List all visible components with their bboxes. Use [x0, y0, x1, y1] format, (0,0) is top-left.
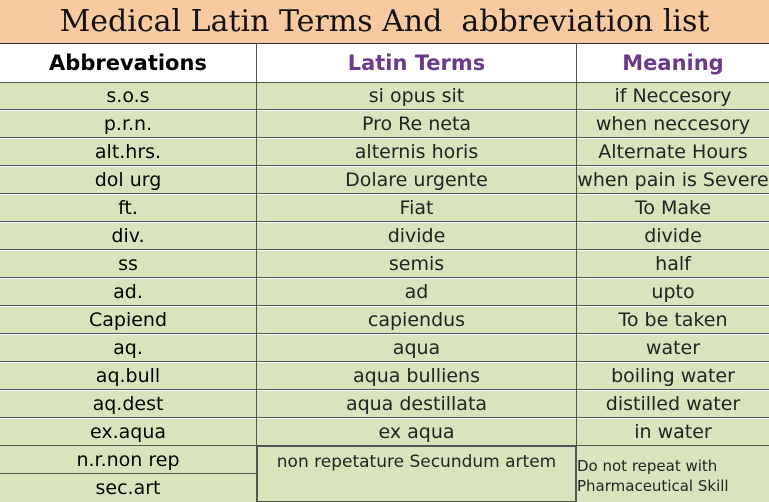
abbr-cell: s.o.s: [0, 83, 256, 110]
latin-cell: semis: [257, 251, 576, 278]
latin-cell: aqua destillata: [257, 391, 576, 418]
abbr-cell: alt.hrs.: [0, 139, 256, 166]
abbr-cell: aq.: [0, 335, 256, 362]
latin-cell: aqua: [257, 335, 576, 362]
meaning-cell: divide: [577, 223, 769, 250]
latin-cell: ex aqua: [257, 419, 576, 446]
column-divider: [256, 44, 257, 502]
abbr-cell: ft.: [0, 195, 256, 222]
latin-cell: divide: [257, 223, 576, 250]
latin-cell: ad: [257, 279, 576, 306]
meaning-cell: if Neccesory: [577, 83, 769, 110]
header-meaning: Meaning: [577, 44, 769, 83]
latin-cell: Fiat: [257, 195, 576, 222]
latin-cell: capiendus: [257, 307, 576, 334]
abbr-cell: ss: [0, 251, 256, 278]
meaning-cell: when pain is Severe: [577, 167, 769, 194]
meaning-cell: upto: [577, 279, 769, 306]
meaning-line: Do not repeat with: [577, 456, 718, 475]
meaning-cell: Alternate Hours: [577, 139, 769, 166]
abbr-cell: Capiend: [0, 307, 256, 334]
latin-cell-merged: non repetature Secundum artem: [257, 446, 576, 502]
abbr-cell: ad.: [0, 279, 256, 306]
header-abbreviations: Abbrevations: [0, 44, 256, 83]
latin-cell: si opus sit: [257, 83, 576, 110]
abbr-cell: aq.dest: [0, 391, 256, 418]
abbr-cell: ex.aqua: [0, 419, 256, 446]
column-divider: [576, 44, 577, 502]
meaning-cell: boiling water: [577, 363, 769, 390]
meaning-cell: To Make: [577, 195, 769, 222]
abbr-cell: div.: [0, 223, 256, 250]
latin-cell: alternis horis: [257, 139, 576, 166]
abbr-cell: sec.art: [0, 474, 256, 502]
meaning-cell: half: [577, 251, 769, 278]
meaning-cell-merged: [577, 446, 769, 502]
latin-cell: Dolare urgente: [257, 167, 576, 194]
meaning-cell: when neccesory: [577, 111, 769, 138]
meaning-line: Pharmaceutical Skill: [577, 476, 729, 495]
sheet-title: Medical Latin Terms And abbreviation list: [0, 0, 769, 44]
latin-cell: Pro Re neta: [257, 111, 576, 138]
meaning-cell: in water: [577, 419, 769, 446]
latin-cell: aqua bulliens: [257, 363, 576, 390]
abbr-cell: p.r.n.: [0, 111, 256, 138]
meaning-cell: To be taken: [577, 307, 769, 334]
abbr-cell: aq.bull: [0, 363, 256, 390]
meaning-cell: distilled water: [577, 391, 769, 418]
abbr-cell: n.r.non rep: [0, 446, 256, 474]
meaning-cell: water: [577, 335, 769, 362]
abbr-cell: dol urg: [0, 167, 256, 194]
header-latin-terms: Latin Terms: [257, 44, 576, 83]
